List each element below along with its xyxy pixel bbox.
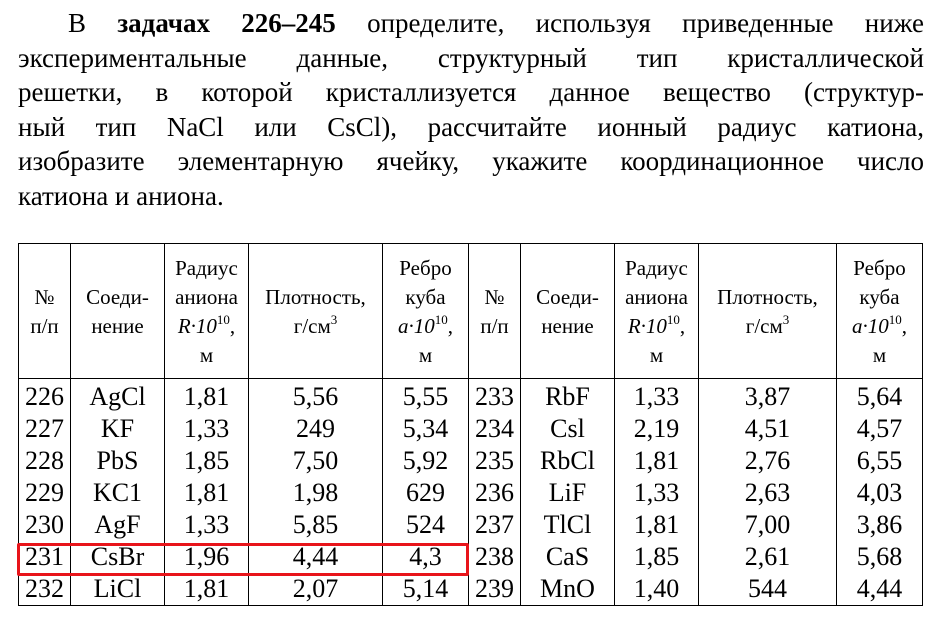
- table-row: [19, 573, 923, 606]
- density: 5,85: [249, 509, 383, 541]
- cube-edge: 5,55: [383, 379, 469, 414]
- statement-line-2: экспериментальные данные, структурный тип кристаллической: [18, 42, 924, 73]
- cube-edge: 5,68: [837, 541, 923, 573]
- header-anion-radius: Радиус аниона $R\cdot 10^{10}$, м: [165, 244, 249, 379]
- density: 2,61: [699, 541, 837, 573]
- table-row: [19, 445, 923, 477]
- anion-radius: 1,96: [165, 541, 249, 573]
- problem-statement: [18, 6, 924, 214]
- row-number: 226: [19, 379, 71, 414]
- statement-line-6: катиона и аниона.: [18, 180, 224, 211]
- row-number: 232: [19, 573, 71, 606]
- row-number: 236: [469, 477, 521, 509]
- compound: MnO: [521, 573, 615, 606]
- header-compound: Соеди- нение: [71, 244, 165, 379]
- cube-edge: 4,03: [837, 477, 923, 509]
- anion-radius: 1,81: [615, 445, 699, 477]
- compound: LiCl: [71, 573, 165, 606]
- anion-radius: 1,33: [165, 413, 249, 445]
- density: 249: [249, 413, 383, 445]
- compound: LiF: [521, 477, 615, 509]
- anion-radius: 1,33: [615, 477, 699, 509]
- header-density: Плотность, $г/см^3$: [699, 244, 837, 379]
- compound: Csl: [521, 413, 615, 445]
- anion-radius: 1,81: [165, 477, 249, 509]
- anion-radius: 1,81: [165, 379, 249, 414]
- task-range: задачах 226–245: [117, 8, 336, 38]
- row-number: 239: [469, 573, 521, 606]
- cube-edge: 5,64: [837, 379, 923, 414]
- compound: CaS: [521, 541, 615, 573]
- compound: CsBr: [71, 541, 165, 573]
- row-231-highlight-box: [17, 543, 469, 576]
- anion-radius: 1,33: [615, 379, 699, 414]
- cube-edge: 5,34: [383, 413, 469, 445]
- row-number: 237: [469, 509, 521, 541]
- statement-text: В: [68, 8, 118, 38]
- statement-line-3: решетки, в которой кристаллизуется данное вещество (структур-: [18, 77, 924, 108]
- header-number: № п/п: [469, 244, 521, 379]
- compound: KC1: [71, 477, 165, 509]
- cube-edge: 6,55: [837, 445, 923, 477]
- table-row: [19, 509, 923, 541]
- statement-line-1: [18, 6, 924, 41]
- table-row: [19, 379, 923, 414]
- cube-edge: 4,3: [383, 541, 469, 573]
- density: 7,50: [249, 445, 383, 477]
- anion-radius: 1,81: [165, 573, 249, 606]
- cube-edge: 629: [383, 477, 469, 509]
- anion-radius: 1,81: [615, 509, 699, 541]
- density: 544: [699, 573, 837, 606]
- compound: TlCl: [521, 509, 615, 541]
- header-row: [19, 244, 923, 379]
- header-number: № п/п: [19, 244, 71, 379]
- compound: RbCl: [521, 445, 615, 477]
- row-number: 234: [469, 413, 521, 445]
- row-number: 227: [19, 413, 71, 445]
- anion-radius: 1,33: [165, 509, 249, 541]
- density: 2,76: [699, 445, 837, 477]
- anion-radius: 1,85: [165, 445, 249, 477]
- row-number: 231: [19, 541, 71, 573]
- row-number: 233: [469, 379, 521, 414]
- table-row: [19, 477, 923, 509]
- cube-edge: 524: [383, 509, 469, 541]
- row-number: 235: [469, 445, 521, 477]
- anion-radius: 1,85: [615, 541, 699, 573]
- density: 5,56: [249, 379, 383, 414]
- compound: AgCl: [71, 379, 165, 414]
- density: 1,98: [249, 477, 383, 509]
- compound: KF: [71, 413, 165, 445]
- statement-line-4: ный тип NaCl или CsCl), рассчитайте ионный радиус катиона,: [18, 111, 924, 142]
- density: 2,63: [699, 477, 837, 509]
- cube-edge: 4,44: [837, 573, 923, 606]
- statement-line-5: изобразите элементарную ячейку, укажите координационное число: [18, 146, 924, 177]
- compound: AgF: [71, 509, 165, 541]
- row-number: 230: [19, 509, 71, 541]
- table-row: [19, 413, 923, 445]
- header-cube-edge: Ребро куба $a\cdot 10^{10}$, м: [837, 244, 923, 379]
- anion-radius: 1,40: [615, 573, 699, 606]
- header-compound: Соеди- нение: [521, 244, 615, 379]
- cube-edge: 3,86: [837, 509, 923, 541]
- density: 4,44: [249, 541, 383, 573]
- row-number: 238: [469, 541, 521, 573]
- density: 3,87: [699, 379, 837, 414]
- header-anion-radius: Радиус аниона $R\cdot 10^{10}$, м: [615, 244, 699, 379]
- density: 7,00: [699, 509, 837, 541]
- cube-edge: 4,57: [837, 413, 923, 445]
- density: 4,51: [699, 413, 837, 445]
- anion-radius: 2,19: [615, 413, 699, 445]
- compound: RbF: [521, 379, 615, 414]
- header-density: Плотность, $г/см^3$: [249, 244, 383, 379]
- row-number: 229: [19, 477, 71, 509]
- statement-text: определите, используя приведенные ниже: [335, 8, 924, 38]
- cube-edge: 5,14: [383, 573, 469, 606]
- density: 2,07: [249, 573, 383, 606]
- header-cube-edge: Ребро куба $a\cdot 10^{10}$, м: [383, 244, 469, 379]
- compound: PbS: [71, 445, 165, 477]
- cube-edge: 5,92: [383, 445, 469, 477]
- row-number: 228: [19, 445, 71, 477]
